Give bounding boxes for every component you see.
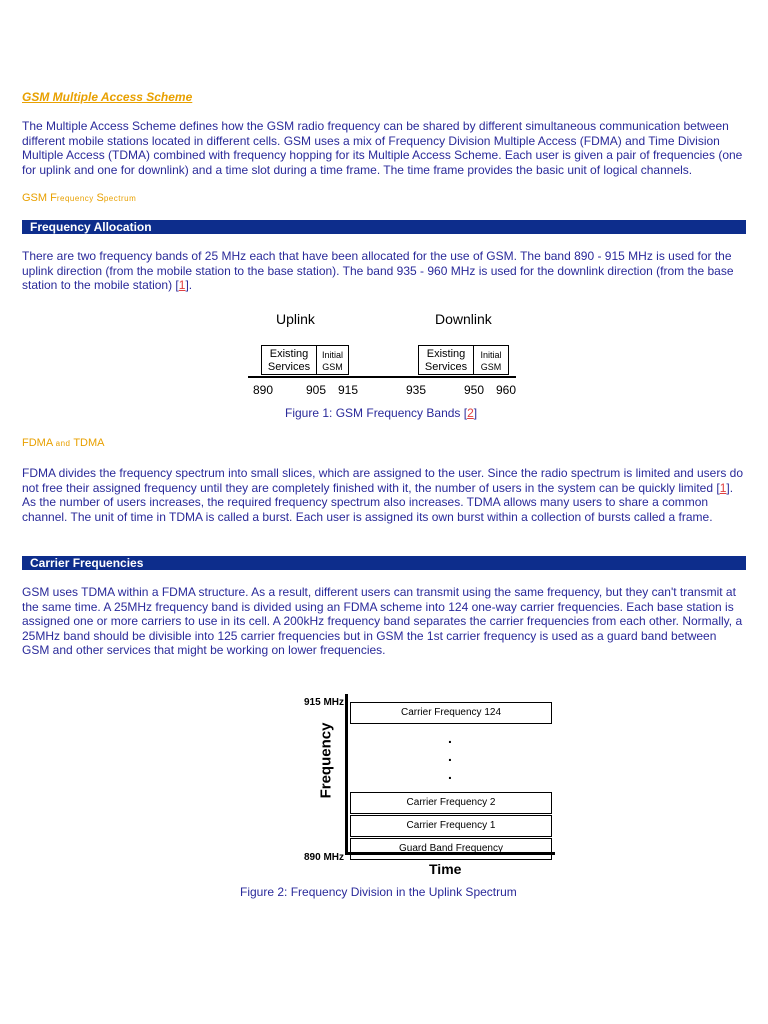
fdma-heading-part: TDMA <box>70 437 105 449</box>
caption-tail: ] <box>473 406 478 420</box>
box-text: Existing <box>269 348 309 360</box>
uplink-initial-gsm-box <box>316 345 349 375</box>
box-text: Services <box>424 361 468 373</box>
fdma-heading-part: and <box>55 439 71 448</box>
box-text: Initial <box>321 350 343 360</box>
downlink-existing-services-box <box>418 345 474 375</box>
frequency-allocation-bar: Frequency Allocation <box>22 220 746 234</box>
fdma-heading-part: FDMA <box>22 437 56 449</box>
frequency-allocation-paragraph <box>22 249 746 293</box>
box-text: Services <box>267 361 311 373</box>
freq-alloc-tail: ]. <box>185 278 193 293</box>
freq-alloc-text: There are two frequency bands of 25 MHz each that have been allocated for the use of GSM. The band 890 - 915 MHz is used for the uplink direction (from the mobile station to the base station). The band 935 - 960 MHz is used for the downlink direction (from the base station to the mobile station) [ <box>22 249 734 293</box>
y-bottom-label: 890 MHz <box>304 852 345 863</box>
carrier-box-2: Carrier Frequency 2 <box>350 792 552 814</box>
caption-text: Figure 1: GSM Frequency Bands [ <box>285 406 468 420</box>
box-text: GSM <box>322 362 343 372</box>
ref-link[interactable]: 2 <box>467 406 474 420</box>
ref-link[interactable]: 1 <box>719 480 727 495</box>
box-text: Existing <box>426 348 466 360</box>
frequency-axis-label: Frequency <box>317 722 335 799</box>
box-text: GSM <box>480 362 502 372</box>
fdma-tdma-heading <box>22 437 105 449</box>
y-top-label: 915 MHz <box>304 697 345 708</box>
fdma-text: FDMA divides the frequency spectrum into small slices, which are assigned to the user. Since the radio spectrum is limited and users do not free their assigned frequency until they are completely finished with it, the number of users in the system can be quickly limited [ <box>22 466 744 495</box>
spectrum-heading <box>22 192 136 204</box>
fdma-paragraph <box>22 466 746 524</box>
figure-1-caption <box>285 406 477 420</box>
spectrum-heading-part: F <box>50 192 57 204</box>
carrier-frequencies-bar: Carrier Frequencies <box>22 556 746 570</box>
carrier-box-1: Carrier Frequency 1 <box>350 815 552 837</box>
ref-link[interactable]: 1 <box>178 278 186 293</box>
tick-label: 935 <box>406 383 427 397</box>
page-title[interactable]: GSM Multiple Access Scheme <box>22 90 193 104</box>
guard-band-box: Guard Band Frequency <box>350 838 552 860</box>
tick-label: 960 <box>496 383 517 397</box>
uplink-existing-services-box <box>261 345 317 375</box>
spectrum-heading-part: S <box>96 192 104 204</box>
spectrum-heading-part: requency <box>56 194 97 203</box>
y-axis <box>345 694 348 854</box>
downlink-initial-gsm-box <box>473 345 509 375</box>
tick-label: 890 <box>253 383 274 397</box>
downlink-label: Downlink <box>435 311 492 327</box>
tick-label: 905 <box>306 383 327 397</box>
ellipsis-dot: . <box>448 730 452 746</box>
tick-label: 915 <box>338 383 359 397</box>
intro-paragraph: The Multiple Access Scheme defines how the GSM radio frequency can be shared by different simultaneous communication between different mobile stations located in different cells. GSM uses a mix of Frequency Division Multiple Access (FDMA) and Time Division Multiple Access (TDMA) combined with frequency hopping for its Multiple Access Scheme. Each user is given a pair of frequencies (one for uplink and one for downlink) and a time slot during a time frame. The time frame provides the basic unit of logical channels. <box>22 119 743 177</box>
spectrum-heading-part: pectrum <box>103 194 137 203</box>
figure-1-frequency-bands <box>248 305 528 405</box>
time-axis-label: Time <box>429 861 462 877</box>
tick-label: 950 <box>464 383 485 397</box>
spectrum-heading-part: GSM <box>22 192 51 204</box>
fdma-text: ]. As the number of users increases, the required frequency spectrum also increases. TDMA allows many users to share a common channel. The unit of time in TDMA is called a burst. Each user is assigned its own burst within a collection of bursts called a frame. <box>22 480 734 524</box>
figure-2-caption: Figure 2: Frequency Division in the Uplink Spectrum <box>240 885 517 899</box>
ellipsis-dot: . <box>448 748 452 764</box>
carrier-paragraph: GSM uses TDMA within a FDMA structure. As a result, different users can transmit using the same frequency, but they can't transmit at the same time. A 25MHz frequency band is divided using an FDMA scheme into 124 one-way carrier frequencies. Each base station is assigned one or more carriers to use in its cell. A 200kHz frequency band separates the carrier frequencies from each other. Normally, a 25MHz band should be divisible into 125 carrier frequencies but in GSM the 1st carrier frequency is used as a guard band between GSM and other services that might be working on lower frequencies. <box>22 585 743 658</box>
figure-2-frequency-division <box>298 690 563 880</box>
frequency-axis <box>248 376 516 378</box>
uplink-label: Uplink <box>276 311 315 327</box>
ellipsis-dot: . <box>448 766 452 782</box>
carrier-box-124: Carrier Frequency 124 <box>350 702 552 724</box>
box-text: Initial <box>480 350 502 360</box>
